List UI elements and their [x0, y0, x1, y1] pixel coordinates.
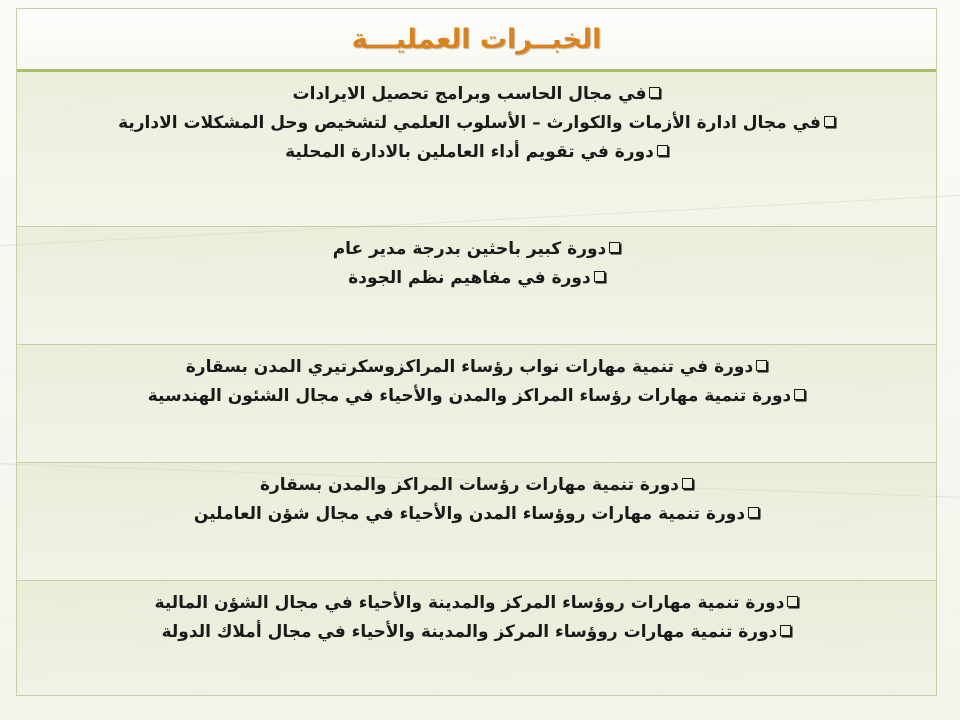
checkbox-bullet-icon	[594, 271, 605, 282]
list-item-text: دورة تنمية مهارات رؤسات المراكز والمدن بسقارة	[259, 475, 680, 495]
list-item-text: في مجال ادارة الأزمات والكوارث – الأسلوب العلمي لتشخيص وحل المشكلات الادارية	[118, 113, 821, 133]
table-row	[17, 72, 936, 227]
checkbox-bullet-icon	[794, 389, 805, 400]
checkbox-bullet-icon	[824, 116, 835, 127]
list-item-text: دورة تنمية مهارات روؤساء المركز والمدينة والأحياء في مجال أملاك الدولة	[161, 622, 778, 642]
checkbox-bullet-icon	[657, 145, 668, 156]
checkbox-bullet-icon	[748, 507, 759, 518]
list-item	[17, 382, 936, 411]
table-header	[17, 9, 936, 72]
list-item	[17, 264, 936, 293]
table-row	[17, 227, 936, 345]
checkbox-bullet-icon	[649, 87, 660, 98]
checkbox-bullet-icon	[780, 625, 791, 636]
list-item	[17, 500, 936, 529]
list-item	[17, 235, 936, 264]
list-item-text: دورة تنمية مهارات رؤساء المراكز والمدن والأحياء في مجال الشئون الهندسية	[147, 386, 792, 406]
list-item	[17, 138, 936, 167]
list-item	[17, 471, 936, 500]
experience-table	[16, 8, 937, 696]
list-item	[17, 589, 936, 618]
list-item	[17, 109, 936, 138]
list-item-text: دورة في تنمية مهارات نواب رؤساء المراكزوسكرتيري المدن بسقارة	[185, 357, 754, 377]
checkbox-bullet-icon	[682, 478, 693, 489]
list-item-text: في مجال الحاسب وبرامج تحصيل الايرادات	[292, 84, 647, 104]
checkbox-bullet-icon	[756, 360, 767, 371]
list-item	[17, 80, 936, 109]
table-row	[17, 345, 936, 463]
list-item-text: دورة في تقويم أداء العاملين بالادارة المحلية	[285, 142, 654, 162]
list-item	[17, 618, 936, 647]
list-item-text: دورة تنمية مهارات روؤساء المركز والمدينة والأحياء في مجال الشؤن المالية	[154, 593, 785, 613]
table-row	[17, 463, 936, 581]
list-item-text: دورة تنمية مهارات روؤساء المدن والأحياء في مجال شؤن العاملين	[193, 504, 746, 524]
checkbox-bullet-icon	[609, 242, 620, 253]
list-item	[17, 353, 936, 382]
list-item-text: دورة في مفاهيم نظم الجودة	[348, 268, 591, 288]
table-row	[17, 581, 936, 695]
checkbox-bullet-icon	[787, 596, 798, 607]
slide-title: الخبــرات العمليـــة	[351, 23, 602, 55]
list-item-text: دورة كبير باحثين بدرجة مدير عام	[332, 239, 607, 259]
